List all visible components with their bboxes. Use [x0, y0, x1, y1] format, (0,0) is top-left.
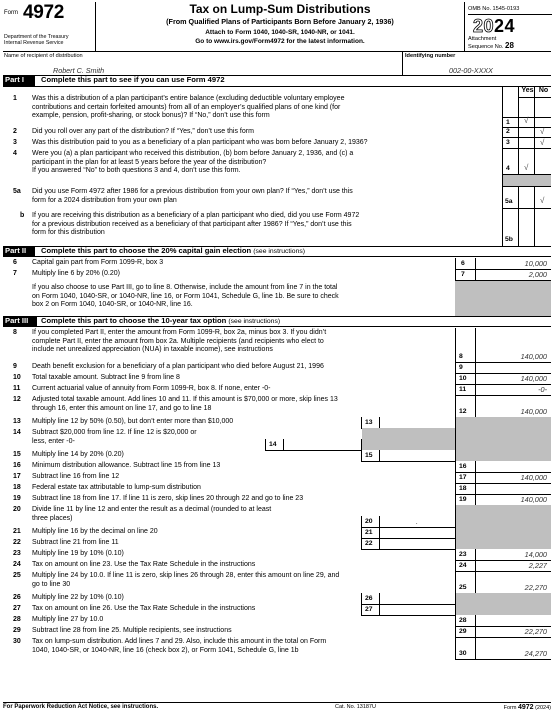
- year-hollow: 20: [473, 16, 495, 36]
- part-3-title: [41, 317, 280, 326]
- line-14-rule: [265, 450, 361, 451]
- line-30-number: 30: [13, 638, 21, 645]
- line-5a-text-a: Did you use Form 4972 after 1986 for a previous distribution from your own plan? If “Yes,” don’t use this: [32, 188, 353, 195]
- line-11-text-a: Current actuarial value of annuity from Form 1099-R, box 8. If none, enter -0-: [32, 385, 271, 392]
- line-29-number: 29: [13, 627, 21, 634]
- line-30-text-b: 1040, 1040-SR, or 1040-NR, line 16 (check box 2), or Form 1041, Schedule G, line 1b: [32, 646, 299, 654]
- line-1-yes-check[interactable]: √: [524, 116, 529, 125]
- line-10-amount[interactable]: 140,000: [520, 374, 547, 383]
- dept-line-1: Department of the Treasury: [4, 34, 69, 40]
- line-12-number: 12: [13, 396, 21, 403]
- line-20-rule: [361, 527, 455, 528]
- line-27-box: 27: [365, 606, 373, 613]
- line-21-text-a: Multiply line 16 by the decimal on line 20: [32, 528, 158, 535]
- part-2-note-shade: [455, 281, 551, 316]
- line-6-box: 6: [461, 260, 465, 267]
- line-19-text: [32, 495, 303, 504]
- line-24-text: [32, 561, 255, 570]
- line-15-number: 15: [13, 451, 21, 458]
- line-15-rule: [361, 461, 455, 462]
- line-29-text-a: Subtract line 28 from line 25. Multiple recipients, see instructions: [32, 627, 232, 634]
- line-26-box-left: [361, 593, 362, 604]
- line-23-text: [32, 550, 124, 559]
- line-23-number: 23: [13, 550, 21, 557]
- seq-label-2: Sequence No.: [468, 44, 504, 51]
- line-14-number: 14: [13, 429, 21, 436]
- line-11-box: 11: [459, 386, 467, 393]
- line-18-text-a: Federal estate tax attributable to lump-sum distribution: [32, 484, 201, 491]
- line-27-text: [32, 605, 255, 614]
- recipient-row: [3, 52, 551, 76]
- yes-column-label: Yes: [521, 87, 534, 94]
- line-19-text-a: Subtract line 18 from line 17. If line 11 is zero, skip lines 20 through 22 and go to line 23: [32, 495, 304, 502]
- line-18-number: 18: [13, 484, 21, 491]
- line-25-text-b: go to line 30: [32, 580, 71, 588]
- line-13-number: 13: [13, 418, 21, 425]
- line-7-text: Multiply line 6 by 20% (0.20): [32, 270, 120, 277]
- line-5b-text-a: If you are receiving this distribution as a beneficiary of a plan participant who died, did you use Form 4972: [32, 212, 360, 219]
- part-1-header: [3, 76, 551, 87]
- line-27-number: 27: [13, 605, 21, 612]
- part-2-title: [41, 247, 305, 256]
- line-13-shade: [456, 417, 551, 428]
- line-22-box: 22: [365, 540, 373, 547]
- identifying-number-label: Identifying number: [405, 53, 456, 59]
- line-11-number: 11: [13, 385, 21, 392]
- footer-form-label: Form: [503, 705, 517, 711]
- form-subtitle: (From Qualified Plans of Participants Born Before January 2, 1936): [166, 16, 394, 26]
- line-17-amount[interactable]: 140,000: [520, 473, 547, 482]
- identifying-number-cell: [402, 52, 551, 76]
- line-5a-number: 5a: [13, 188, 21, 195]
- line-24-rule: [455, 571, 551, 572]
- line-29-rule: [455, 637, 551, 638]
- line-9-number: 9: [13, 363, 17, 370]
- part-1-title: Complete this part to see if you can use Form 4972: [41, 75, 225, 84]
- attachment-sequence: [468, 36, 514, 51]
- line-27-rule: [361, 615, 455, 616]
- line-28-text: [32, 616, 103, 625]
- seq-number: 28: [505, 41, 514, 51]
- line-13-text-a: Multiply line 12 by 50% (0.50), but don’t enter more than $10,000: [32, 418, 234, 425]
- line-21-shade: [456, 527, 551, 538]
- part-3-header: [3, 316, 551, 327]
- line-26-shade: [456, 593, 551, 604]
- line-5b-text-c: form for this distribution: [32, 229, 105, 237]
- line-10-rule: [455, 384, 551, 385]
- line-14-box-left: [265, 439, 266, 450]
- line-20-box-mid: [379, 516, 380, 527]
- line-5b-number: b: [20, 212, 25, 219]
- part-2-note-text: [32, 284, 339, 310]
- line-12-text: [32, 396, 338, 413]
- line-14-text: [32, 429, 197, 446]
- part-3-tag: Part III: [3, 317, 37, 327]
- line-4-note-shade: [503, 175, 551, 186]
- line-4-text-b: participant in the plan for at least 5 years before the year of the distribution?: [32, 158, 267, 166]
- line-10-text-a: Total taxable amount. Subtract line 9 from line 8: [32, 374, 180, 381]
- line-30-box: 30: [459, 650, 467, 657]
- line-30-text-a: Tax on lump-sum distribution. Add lines 7 and 29. Also, include this amount in the total on Form: [32, 638, 327, 645]
- line-15-box-left: [361, 450, 362, 461]
- line-14-shade: [456, 428, 551, 450]
- line-20-shade: [456, 505, 551, 527]
- line-2-text: Did you roll over any part of the distribution? If “Yes,” don’t use this form: [32, 128, 254, 135]
- line-20-box-left: [361, 516, 362, 527]
- line-25-text-a: Multiply line 24 by 10.0. If line 11 is zero, skip lines 26 through 28, enter this amount on line 29, and: [32, 572, 340, 579]
- paperwork-notice: For Paperwork Reduction Act Notice, see instructions.: [3, 704, 159, 710]
- line-21-text: [32, 528, 158, 537]
- catalog-number: Cat. No. 13187U: [335, 704, 376, 710]
- part-2-note-c: box 2 on Form 1040, 1040-SR, or 1040-NR, line 16.: [32, 301, 193, 309]
- footer-form-year: (2024): [535, 705, 551, 711]
- line-8-box: 8: [459, 353, 463, 360]
- line-14-text-b: less, enter -0-: [32, 437, 75, 445]
- omb-number: OMB No. 1545-0193: [468, 6, 552, 15]
- line-5a-box: 5a: [505, 198, 513, 205]
- line-8-text-b: complete Part II, enter the amount from box 2a. Multiple recipients (and recipients who elect to: [32, 337, 324, 345]
- line-13-box-mid: [379, 417, 380, 428]
- line-15-box-mid: [379, 450, 380, 461]
- line-28-text-a: Multiply line 27 by 10.0: [32, 616, 104, 623]
- line-17-text-a: Subtract line 16 from line 12: [32, 473, 120, 480]
- line-3-number: 3: [13, 139, 17, 146]
- line-27-box-left: [361, 604, 362, 615]
- line-26-rule: [361, 604, 455, 605]
- line-20-box: 20: [365, 518, 373, 525]
- line-26-box-mid: [379, 593, 380, 604]
- line-14-text-a: Subtract $20,000 from line 12. If line 12 is $20,000 or: [32, 429, 197, 436]
- line-8-text-c: include net unrealized appreciation (NUA) in taxable income), see instructions: [32, 346, 273, 354]
- line-25-number: 25: [13, 572, 21, 579]
- line-20-amount[interactable]: .: [415, 517, 419, 526]
- line-18-text: [32, 484, 201, 493]
- seq-label-1: Attachment: [468, 36, 497, 42]
- line-2-box: 2: [506, 128, 510, 135]
- line-8-text-a: If you completed Part II, enter the amount from Form 1099-R, box 2a, minus box 3. If you didn’t: [32, 329, 327, 336]
- line-5b-box: 5b: [505, 236, 513, 243]
- line-14-box-mid: [283, 439, 284, 450]
- form-title: Tax on Lump-Sum Distributions: [189, 2, 371, 16]
- form-page: [3, 2, 551, 710]
- line-30-amount[interactable]: 24,270: [524, 649, 547, 658]
- line-23-amount[interactable]: 14,000: [524, 550, 547, 559]
- line-1-box: 1: [506, 119, 510, 126]
- line-17-number: 17: [13, 473, 21, 480]
- line-12-amount[interactable]: 140,000: [520, 407, 547, 416]
- line-4-number: 4: [13, 150, 17, 157]
- line-5a-text: [32, 188, 353, 205]
- form-title-block: [96, 2, 464, 52]
- line-15-text: [32, 451, 124, 460]
- part-1-tag: Part I: [3, 76, 35, 86]
- line-30-rule: [455, 659, 551, 660]
- line-11-text: [32, 385, 271, 394]
- recipient-name-field[interactable]: Robert C. Smith: [53, 66, 105, 75]
- line-12-text-b: through 16, enter this amount on line 17, and go to line 18: [32, 404, 212, 412]
- line-10-number: 10: [13, 374, 21, 381]
- line-10-text: [32, 374, 180, 383]
- department: [4, 34, 68, 47]
- line-10-box: 10: [459, 375, 467, 382]
- line-1-text: [32, 95, 344, 121]
- part-2-title-note: (see instructions): [253, 248, 306, 255]
- footer-form-number: 4972: [517, 704, 534, 711]
- line-15-box: 15: [365, 452, 373, 459]
- line-11-rule: [455, 395, 551, 396]
- line-7-box: 7: [461, 271, 465, 278]
- line-17-rule: [455, 483, 551, 484]
- line-3-no-check[interactable]: √: [540, 138, 545, 147]
- line-2-number: 2: [13, 128, 17, 135]
- line-22-box-left: [361, 538, 362, 549]
- line-18-box: 18: [459, 485, 467, 492]
- line-5b-text-b: for a previous distribution received as a beneficiary of that participant after 1986? If “Yes,” don’t use this: [32, 220, 352, 228]
- line-26-text-a: Multiply line 22 by 10% (0.10): [32, 594, 124, 601]
- form-meta-block: [464, 2, 551, 52]
- line-9-text-a: Death benefit exclusion for a beneficiary of a plan participant who died before August 21, 1996: [32, 363, 324, 370]
- line-24-text-a: Tax on amount on line 23. Use the Tax Rate Schedule in the instructions: [32, 561, 256, 568]
- line-5a-no-check[interactable]: √: [540, 196, 545, 205]
- line-14-box: 14: [269, 441, 277, 448]
- part-2-note-b: on Form 1040, 1040-SR, or 1040-NR, line 16, or Form 1041, Schedule G, line 1b. Be sure to check: [32, 292, 339, 300]
- recipient-name-label: Name of recipient of distribution: [4, 53, 83, 59]
- line-11-amount[interactable]: -0-: [538, 385, 547, 394]
- line-4-text-a: Were you (a) a plan participant who received this distribution, (b) born before January 2, 1936, and (c) a: [32, 150, 354, 157]
- line-27-box-mid: [379, 604, 380, 615]
- part-2-tag: Part II: [3, 247, 35, 257]
- line-2-no-check[interactable]: √: [540, 127, 545, 136]
- part-3-title-text: Complete this part to choose the 10-year tax option: [41, 316, 227, 325]
- line-8-number: 8: [13, 329, 17, 336]
- line-29-amount[interactable]: 22,270: [524, 627, 547, 636]
- line-19-number: 19: [13, 495, 21, 502]
- line-21-number: 21: [13, 528, 21, 535]
- footer-form-id: [504, 704, 551, 712]
- line-8-amount[interactable]: 140,000: [520, 352, 547, 361]
- dept-line-2: Internal Revenue Service: [4, 40, 64, 47]
- line-3-box: 3: [506, 139, 510, 146]
- line-1-text-a: Was this a distribution of a plan participant’s entire balance (excluding deductible voluntary employee: [32, 95, 345, 102]
- line-13-box: 13: [365, 419, 373, 426]
- part-2-note-a: If you also choose to use Part III, go to line 8. Otherwise, include the amount from line 7 in the total: [32, 284, 338, 291]
- line-9-text: [32, 363, 324, 372]
- line-25-box: 25: [459, 584, 467, 591]
- line-4-text: [32, 150, 353, 176]
- line-22-box-mid: [379, 538, 380, 549]
- line-1-text-b: contributions and certain forfeited amounts) from all of an employer’s qualified plans of one kind (for: [32, 103, 341, 111]
- form-number: 4972: [23, 2, 65, 23]
- line-8-text: [32, 329, 326, 355]
- line-13-text: [32, 418, 233, 427]
- line-19-box: 19: [459, 496, 467, 503]
- line-21-box: 21: [365, 529, 373, 536]
- line-9-box: 9: [459, 364, 463, 371]
- line-20-text: [32, 506, 271, 523]
- line-30-text: [32, 638, 326, 655]
- line-14-box-right: [361, 439, 362, 450]
- line-13-box-left: [361, 417, 362, 428]
- form-footer: [3, 702, 551, 710]
- line-29-text: [32, 627, 232, 636]
- line-4-box: 4: [506, 165, 510, 172]
- line-24-number: 24: [13, 561, 21, 568]
- tax-year: [473, 16, 515, 37]
- form-header: [3, 2, 551, 52]
- line-23-box: 23: [459, 551, 467, 558]
- line-26-number: 26: [13, 594, 21, 601]
- form-id-block: [3, 2, 96, 52]
- line-7-number: 7: [13, 270, 17, 277]
- line-29-box: 29: [459, 628, 467, 635]
- line-8-rule: [455, 362, 551, 363]
- line-12-text-a: Adjusted total taxable amount. Add lines 10 and 11. If this amount is $70,000 or more, skip lines 13: [32, 396, 338, 403]
- line-22-text: [32, 539, 119, 548]
- line-24-box: 24: [459, 562, 467, 569]
- form-word: Form: [4, 10, 18, 16]
- line-15-shade: [456, 450, 551, 461]
- line-27-text-a: Tax on amount on line 26. Use the Tax Rate Schedule in the instructions: [32, 605, 256, 612]
- line-5b-text: [32, 212, 359, 238]
- line-22-number: 22: [13, 539, 21, 546]
- line-28-box: 28: [459, 617, 467, 624]
- part-3-title-note: (see instructions): [228, 318, 281, 325]
- line-6-text: Capital gain part from Form 1099-R, box 3: [32, 259, 164, 266]
- line-21-rule: [361, 538, 455, 539]
- line-20-number: 20: [13, 506, 21, 513]
- line-16-text-a: Minimum distribution allowance. Subtract line 15 from line 13: [32, 462, 221, 469]
- line-16-box: 16: [459, 463, 467, 470]
- line-21-box-left: [361, 527, 362, 538]
- line-4-yes-check[interactable]: √: [524, 163, 529, 172]
- line-25-amount[interactable]: 22,270: [524, 583, 547, 592]
- line-27-shade: [456, 604, 551, 615]
- line-17-text: [32, 473, 119, 482]
- line-20-text-b: three places): [32, 514, 73, 522]
- line-6-amount[interactable]: 10,000: [524, 259, 547, 268]
- line-22-rule: [361, 549, 455, 550]
- line-28-number: 28: [13, 616, 21, 623]
- line-19-amount[interactable]: 140,000: [520, 495, 547, 504]
- part-2-header: [3, 246, 551, 257]
- website-instruction: Go to www.irs.gov/Form4972 for the latest information.: [195, 37, 365, 45]
- line-6-number: 6: [13, 259, 17, 266]
- line-14-inner-shade: [362, 428, 455, 450]
- line-3-text: Was this distribution paid to you as a beneficiary of a plan participant who was born before January 2, 1936?: [32, 139, 368, 146]
- line-15-text-a: Multiply line 14 by 20% (0.20): [32, 451, 124, 458]
- year-solid: 24: [494, 16, 516, 36]
- line-5a-text-b: form for a 2024 distribution from your own plan: [32, 196, 177, 204]
- line-21-box-mid: [379, 527, 380, 538]
- line-23-text-a: Multiply line 19 by 10% (0.10): [32, 550, 124, 557]
- line-26-box: 26: [365, 595, 373, 602]
- line-1-number: 1: [13, 95, 17, 102]
- line-24-amount[interactable]: 2,227: [528, 561, 547, 570]
- line-16-number: 16: [13, 462, 21, 469]
- line-4-text-c: If you answered “No” to both questions 3 and 4, don’t use this form.: [32, 167, 241, 175]
- part-2-title-text: Complete this part to choose the 20% capital gain election: [41, 246, 252, 255]
- line-22-text-a: Subtract line 21 from line 11: [32, 539, 119, 546]
- line-17-box: 17: [459, 474, 467, 481]
- attach-instruction: Attach to Form 1040, 1040-SR, 1040-NR, or 1041.: [205, 29, 355, 37]
- line-7-amount[interactable]: 2,000: [528, 270, 547, 279]
- line-20-text-a: Divide line 11 by line 12 and enter the result as a decimal (rounded to at least: [32, 506, 272, 513]
- line-22-shade: [456, 538, 551, 549]
- line-16-text: [32, 462, 220, 471]
- no-column-label: No: [538, 87, 549, 94]
- identifying-number-field[interactable]: 002-00-XXXX: [449, 66, 493, 75]
- line-26-text: [32, 594, 124, 603]
- line-1-text-c: example, pension, profit-sharing, or stock bonus)? If “No,” don’t use this form: [32, 112, 270, 120]
- line-12-box: 12: [459, 408, 467, 415]
- line-25-text: [32, 572, 339, 589]
